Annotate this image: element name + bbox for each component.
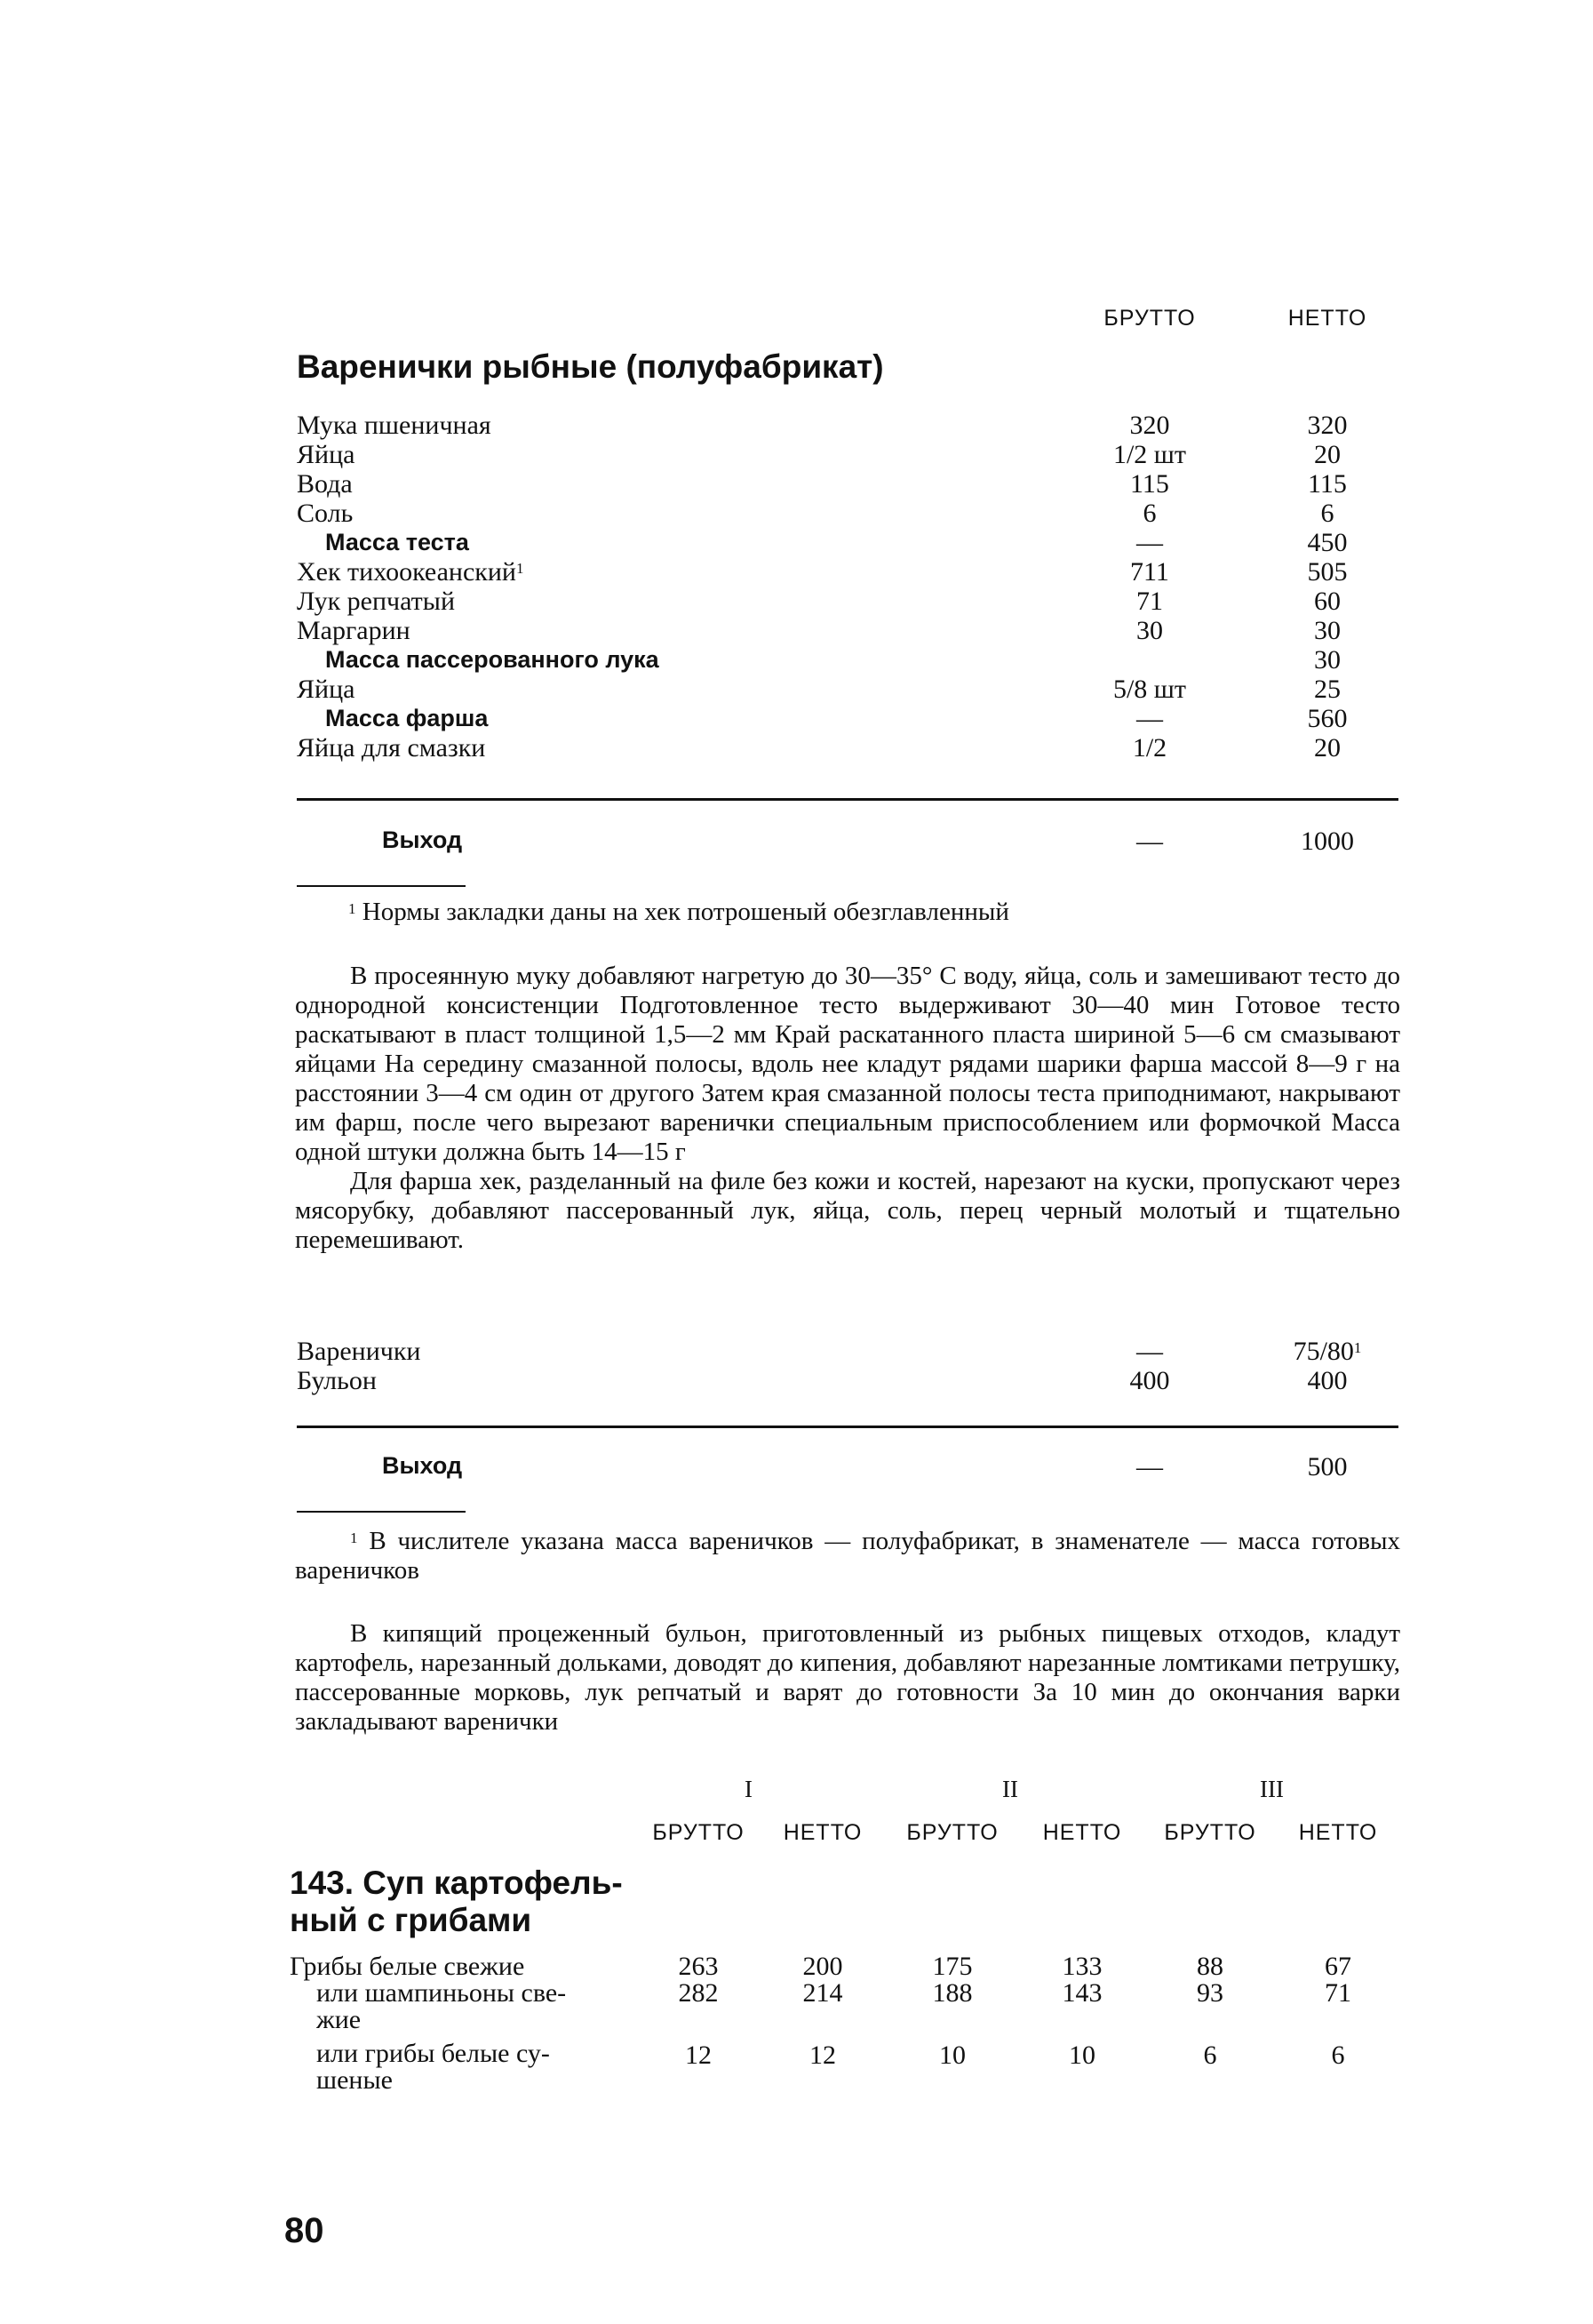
group-header: III	[1260, 1776, 1284, 1802]
column-header-brutto: БРУТТО	[652, 1820, 745, 1845]
netto-value	[1256, 1337, 1398, 1366]
footnote-text: В числителе указана масса вареничков — полуфабрикат, в знаменателе — масса готовых вареничков	[295, 1527, 1400, 1585]
footnote	[295, 1527, 1400, 1585]
brutto-value: 400	[1129, 1366, 1170, 1395]
method-text	[295, 962, 1400, 1255]
ingredient-name: Соль	[297, 499, 354, 528]
subtotal-name: Масса фарша	[325, 705, 489, 731]
footnote-mark: 1	[350, 1529, 358, 1546]
recipe-title	[290, 1865, 623, 1939]
table-row	[297, 528, 1398, 557]
brutto-value: 30	[1136, 616, 1163, 645]
footnote	[348, 898, 1009, 927]
cell-value: 10	[939, 2040, 966, 2070]
column-header-brutto: БРУТТО	[1103, 306, 1196, 331]
ingredient-name: Бульон	[297, 1366, 377, 1395]
footnote-rule	[297, 885, 466, 887]
brutto-value: 1/2 шт	[1112, 440, 1187, 469]
ingredient-name-line: Грибы белые свежие	[290, 1952, 525, 1981]
output-label: Выход	[382, 827, 463, 853]
table-row	[297, 1337, 1398, 1366]
footnote-mark: 1	[1353, 1339, 1362, 1356]
ingredient-name: Вода	[297, 469, 353, 499]
output-netto: 1000	[1301, 827, 1354, 856]
recipe-title: Варенички рыбные (полуфабрикат)	[297, 348, 884, 385]
ingredient-name-line: или грибы белые су-	[316, 2039, 550, 2068]
netto-value: 20	[1314, 733, 1341, 763]
netto-value: 505	[1307, 557, 1348, 587]
table-rule	[297, 1426, 1398, 1428]
output-netto: 500	[1307, 1452, 1348, 1481]
cell-value: 6	[1331, 2040, 1345, 2070]
netto-value: 30	[1314, 645, 1341, 675]
group-header: I	[745, 1776, 753, 1802]
table-rule	[297, 798, 1398, 801]
ingredient-name: Яйца для смазки	[297, 733, 486, 763]
table-row	[297, 616, 1398, 645]
column-header-brutto: БРУТТО	[906, 1820, 999, 1845]
netto-value: 560	[1307, 704, 1348, 733]
brutto-value: —	[1136, 1337, 1163, 1366]
ingredient-name: Мука пшеничная	[297, 411, 491, 440]
ingredient-name-text: Хек тихоокеанский	[297, 557, 516, 587]
output-row	[297, 1452, 1398, 1484]
output-brutto: —	[1136, 1452, 1163, 1481]
brutto-value: 6	[1143, 499, 1157, 528]
netto-value: 20	[1314, 440, 1341, 469]
netto-value: 60	[1314, 587, 1341, 616]
ingredient-name: Яйца	[297, 675, 355, 704]
table-row	[297, 411, 1398, 440]
ingredient-name-line: шеные	[316, 2065, 393, 2095]
cell-value: 12	[809, 2040, 836, 2070]
ingredient-name	[290, 1953, 636, 1980]
column-header-netto: НЕТТО	[1298, 1820, 1378, 1845]
footnote-rule	[297, 1511, 466, 1513]
recipe-title-line: ный с грибами	[290, 1902, 532, 1938]
footnote-paragraph	[295, 1527, 1400, 1585]
cell-value: 282	[678, 1978, 719, 2008]
cell-value: 10	[1069, 2040, 1095, 2070]
brutto-value: 115	[1130, 469, 1169, 499]
method-text	[295, 1619, 1400, 1737]
column-header-netto: НЕТТО	[783, 1820, 863, 1845]
ingredient-name: Варенички	[297, 1337, 421, 1366]
cell-value: 143	[1062, 1978, 1103, 2008]
table-row	[297, 1366, 1398, 1395]
ingredient-name	[316, 2040, 636, 2094]
ingredient-name	[297, 557, 523, 587]
cell-value: 6	[1203, 2040, 1217, 2070]
brutto-value: 1/2	[1132, 733, 1167, 763]
table-row	[297, 733, 1398, 763]
footnote-mark: 1	[515, 560, 524, 577]
table-row	[297, 499, 1398, 528]
cell-value: 71	[1325, 1978, 1351, 2008]
table-row	[297, 469, 1398, 499]
group-header: II	[1002, 1776, 1018, 1802]
ingredient-name-line: или шампиньоны све-	[316, 1978, 567, 2008]
netto-value: 30	[1314, 616, 1341, 645]
netto-value: 25	[1314, 675, 1341, 704]
netto-value: 6	[1320, 499, 1334, 528]
cell-value: 188	[932, 1978, 973, 2008]
netto-value-text: 75/80	[1293, 1337, 1354, 1366]
cell-value: 93	[1197, 1978, 1223, 2008]
table-row	[297, 587, 1398, 616]
netto-value: 400	[1307, 1366, 1348, 1395]
ingredient-name	[316, 1980, 636, 2033]
cell-value: 214	[802, 1978, 843, 2008]
netto-value: 320	[1307, 411, 1348, 440]
cell-value: 175	[932, 1952, 973, 1981]
footnote-text: Нормы закладки даны на хек потрошеный обезглавленный	[362, 898, 1009, 926]
netto-value: 450	[1307, 528, 1348, 557]
table-row	[297, 440, 1398, 469]
brutto-value: —	[1136, 704, 1163, 733]
brutto-value: 71	[1136, 587, 1163, 616]
ingredient-name-line: жие	[316, 2005, 362, 2034]
ingredient-name: Яйца	[297, 440, 355, 469]
paragraph: В кипящий процеженный бульон, приготовленный из рыбных пищевых отходов, кладут картофель, нарезанный дольками, доводят до кипения, добавляют нарезанные ломтиками петрушку, пассерованные морковь, лук репчатый и варят до готовности За 10 мин до окончания варки закладывают варенички	[295, 1619, 1400, 1736]
brutto-value: 5/8 шт	[1112, 675, 1187, 704]
output-row	[297, 827, 1398, 859]
cell-value: 263	[678, 1952, 719, 1981]
output-brutto: —	[1136, 827, 1163, 856]
brutto-value: —	[1136, 528, 1163, 557]
cell-value: 67	[1325, 1952, 1351, 1981]
table-row	[297, 675, 1398, 704]
paragraph: В просеянную муку добавляют нагретую до 30—35° С воду, яйца, соль и замешивают тесто до однородной консистенции Подготовленное тесто выдерживают 30—40 мин Готовое тесто раскатывают в пласт толщиной 1,5—2 мм Край раскатанного пласта шириной 5—6 см смазывают яйцами На середину смазанной полосы, вдоль нее кладут рядами шарики фарша массой 8—9 г на расстоянии 3—4 см один от другого Затем края смазанной полосы теста приподнимают, накрывают им фарш, после чего вырезают варенички специальным приспособлением или формочкой Масса одной штуки должна быть 14—15 г	[295, 962, 1400, 1166]
output-label: Выход	[382, 1452, 463, 1479]
subtotal-name: Масса теста	[325, 529, 469, 555]
brutto-value: 711	[1130, 557, 1169, 587]
cell-value: 200	[802, 1952, 843, 1981]
netto-value: 115	[1308, 469, 1347, 499]
table-row	[297, 557, 1398, 587]
page-number: 80	[284, 2211, 324, 2250]
cell-value: 88	[1197, 1952, 1223, 1981]
ingredient-name: Лук репчатый	[297, 587, 455, 616]
cell-value: 12	[685, 2040, 712, 2070]
ingredient-name: Маргарин	[297, 616, 410, 645]
footnote-mark: 1	[348, 900, 356, 917]
brutto-value: 320	[1129, 411, 1170, 440]
subtotal-name: Масса пассерованного лука	[325, 646, 659, 673]
table-row	[297, 645, 1398, 675]
cell-value: 133	[1062, 1952, 1103, 1981]
recipe-title-line: 143. Суп картофель-	[290, 1865, 623, 1901]
paragraph: Для фарша хек, разделанный на филе без кожи и костей, нарезают на куски, пропускают через мясорубку, добавляют пассерованный лук, яйца, соль, перец черный молотый и тщательно перемешивают.	[295, 1167, 1400, 1254]
column-header-netto: НЕТТО	[1042, 1820, 1122, 1845]
table-row	[297, 704, 1398, 733]
column-header-brutto: БРУТТО	[1164, 1820, 1256, 1845]
column-header-netto: НЕТТО	[1287, 306, 1367, 331]
